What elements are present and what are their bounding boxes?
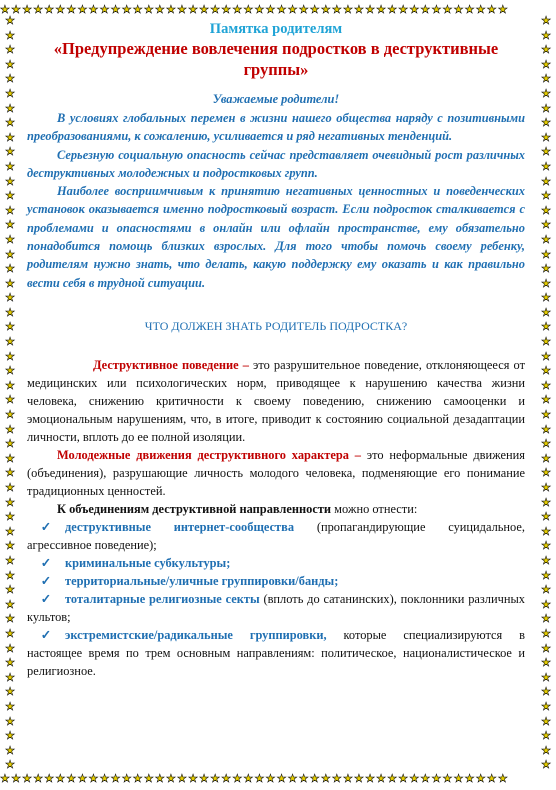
star-icon: ★	[497, 773, 509, 785]
star-icon: ★	[5, 467, 15, 480]
list-item-bold: экстремистские/радикальные группировки,	[65, 627, 327, 642]
checkmark-icon: ✓	[40, 519, 52, 534]
star-icon: ★	[541, 379, 551, 392]
star-icon: ★	[132, 4, 144, 16]
list-item	[27, 518, 525, 554]
term-youth-movements: Молодежные движения деструктивного характера –	[57, 447, 361, 462]
star-icon: ★	[22, 773, 34, 785]
star-icon: ★	[199, 4, 211, 16]
star-icon: ★	[66, 773, 78, 785]
star-icon: ★	[11, 773, 23, 785]
star-icon: ★	[541, 87, 551, 100]
star-icon: ★	[276, 773, 288, 785]
list-item-bold: криминальные субкультуры;	[65, 555, 231, 570]
intro-paragraph-2: Серьезную социальную опасность сейчас представляет очевидный рост различных деструктивных молодежных и подростковых групп.	[27, 147, 525, 180]
star-icon: ★	[5, 29, 15, 42]
star-icon: ★	[265, 773, 277, 785]
star-icon: ★	[541, 657, 551, 670]
star-icon: ★	[342, 773, 354, 785]
star-icon: ★	[376, 4, 388, 16]
star-icon: ★	[541, 700, 551, 713]
term-destructive-behavior: Деструктивное поведение –	[93, 357, 249, 372]
star-icon: ★	[5, 409, 15, 422]
star-icon: ★	[541, 671, 551, 684]
star-icon: ★	[541, 511, 551, 524]
definition-destructive-behavior	[27, 356, 525, 446]
star-icon: ★	[5, 627, 15, 640]
star-icon: ★	[121, 4, 133, 16]
star-icon: ★	[5, 613, 15, 626]
star-icon: ★	[464, 773, 476, 785]
list-item	[27, 590, 525, 626]
star-icon: ★	[541, 248, 551, 261]
star-icon: ★	[541, 336, 551, 349]
star-icon: ★	[33, 773, 45, 785]
star-icon: ★	[541, 350, 551, 363]
star-icon: ★	[541, 365, 551, 378]
star-icon: ★	[541, 15, 551, 27]
star-icon: ★	[541, 58, 551, 71]
star-icon: ★	[232, 4, 244, 16]
list-item-bold: территориальные/уличные группировки/банды;	[65, 573, 339, 588]
list-item-rest: (пропагандирующие суицидальное, агрессивное поведение);	[27, 519, 525, 552]
star-icon: ★	[541, 759, 551, 772]
star-icon: ★	[309, 773, 321, 785]
star-icon: ★	[5, 73, 15, 86]
star-icon: ★	[541, 744, 551, 757]
star-icon: ★	[99, 773, 111, 785]
star-icon: ★	[276, 4, 288, 16]
star-icon: ★	[121, 773, 133, 785]
star-icon: ★	[5, 642, 15, 655]
star-icon: ★	[287, 4, 299, 16]
star-icon: ★	[5, 686, 15, 699]
star-icon: ★	[5, 219, 15, 232]
star-icon: ★	[99, 4, 111, 16]
star-icon: ★	[143, 773, 155, 785]
star-icon: ★	[5, 87, 15, 100]
star-icon: ★	[475, 773, 487, 785]
star-icon: ★	[44, 773, 56, 785]
star-icon: ★	[541, 277, 551, 290]
star-icon: ★	[420, 773, 432, 785]
star-icon: ★	[44, 4, 56, 16]
star-icon: ★	[541, 715, 551, 728]
star-icon: ★	[5, 540, 15, 553]
star-icon: ★	[154, 773, 166, 785]
star-icon: ★	[5, 233, 15, 246]
star-icon: ★	[5, 248, 15, 261]
star-icon: ★	[541, 146, 551, 159]
star-icon: ★	[5, 730, 15, 743]
star-icon: ★	[541, 569, 551, 582]
star-icon: ★	[541, 233, 551, 246]
star-icon: ★	[210, 773, 222, 785]
star-icon: ★	[143, 4, 155, 16]
star-icon: ★	[55, 4, 67, 16]
star-icon: ★	[177, 4, 189, 16]
star-icon: ★	[541, 160, 551, 173]
section-heading: ЧТО ДОЛЖЕН ЗНАТЬ РОДИТЕЛЬ ПОДРОСТКА?	[144, 318, 408, 333]
star-icon: ★	[541, 613, 551, 626]
list-item-bold: деструктивные интернет-сообщества	[65, 519, 295, 534]
star-icon: ★	[442, 4, 454, 16]
page-subtitle: «Предупреждение вовлечения подростков в деструктивные группы»	[53, 39, 499, 79]
star-icon: ★	[199, 773, 211, 785]
star-icon: ★	[5, 277, 15, 290]
definition-text: это неформальные движения (объединения), разрушающие личность молодого человека, подменяющие его понимание традиционных ценностей.	[27, 447, 525, 498]
star-icon: ★	[541, 204, 551, 217]
star-icon: ★	[265, 4, 277, 16]
star-icon: ★	[354, 773, 366, 785]
star-icon: ★	[5, 15, 15, 27]
star-icon: ★	[541, 598, 551, 611]
star-icon: ★	[5, 569, 15, 582]
star-icon: ★	[320, 4, 332, 16]
star-icon: ★	[5, 336, 15, 349]
star-border-bottom	[0, 772, 556, 786]
star-icon: ★	[5, 204, 15, 217]
star-icon: ★	[398, 4, 410, 16]
star-icon: ★	[442, 773, 454, 785]
star-icon: ★	[254, 4, 266, 16]
star-icon: ★	[475, 4, 487, 16]
star-icon: ★	[5, 496, 15, 509]
star-icon: ★	[541, 219, 551, 232]
star-icon: ★	[5, 350, 15, 363]
star-icon: ★	[541, 627, 551, 640]
star-icon: ★	[188, 4, 200, 16]
star-icon: ★	[331, 773, 343, 785]
star-icon: ★	[5, 423, 15, 436]
star-icon: ★	[497, 4, 509, 16]
star-icon: ★	[66, 4, 78, 16]
star-icon: ★	[541, 642, 551, 655]
star-icon: ★	[221, 773, 233, 785]
star-icon: ★	[110, 773, 122, 785]
checkmark-icon: ✓	[40, 627, 52, 642]
star-icon: ★	[88, 4, 100, 16]
star-icon: ★	[541, 306, 551, 319]
star-icon: ★	[5, 759, 15, 772]
star-icon: ★	[5, 452, 15, 465]
star-icon: ★	[5, 438, 15, 451]
memo-content	[27, 21, 525, 680]
star-icon: ★	[0, 4, 12, 16]
star-icon: ★	[387, 4, 399, 16]
star-border-top	[0, 3, 556, 17]
star-icon: ★	[210, 4, 222, 16]
star-icon: ★	[5, 58, 15, 71]
star-icon: ★	[132, 773, 144, 785]
star-icon: ★	[541, 554, 551, 567]
list-item-rest: которые специализируются в настоящее время по трем основным направлениям: политическое, националистическое и религиозное.	[27, 627, 526, 678]
definition-youth-movements	[27, 446, 525, 500]
star-icon: ★	[320, 773, 332, 785]
star-icon: ★	[77, 773, 89, 785]
star-icon: ★	[541, 263, 551, 276]
star-icon: ★	[5, 160, 15, 173]
star-icon: ★	[5, 744, 15, 757]
star-icon: ★	[354, 4, 366, 16]
star-icon: ★	[409, 4, 421, 16]
list-item-rest: (вплоть до сатанинских), поклонники различных культов;	[27, 591, 525, 624]
star-icon: ★	[541, 321, 551, 334]
star-icon: ★	[5, 263, 15, 276]
star-icon: ★	[541, 686, 551, 699]
list-intro-rest: можно отнести:	[331, 501, 418, 516]
star-icon: ★	[0, 773, 12, 785]
star-icon: ★	[177, 773, 189, 785]
star-icon: ★	[453, 4, 465, 16]
star-icon: ★	[5, 598, 15, 611]
star-icon: ★	[331, 4, 343, 16]
star-icon: ★	[365, 4, 377, 16]
star-icon: ★	[420, 4, 432, 16]
star-icon: ★	[243, 773, 255, 785]
star-icon: ★	[243, 4, 255, 16]
star-icon: ★	[5, 102, 15, 115]
star-icon: ★	[298, 4, 310, 16]
star-icon: ★	[431, 4, 443, 16]
star-icon: ★	[365, 773, 377, 785]
star-icon: ★	[5, 584, 15, 597]
list-intro-bold: К объединениям деструктивной направленности	[57, 501, 332, 516]
star-icon: ★	[541, 584, 551, 597]
star-icon: ★	[5, 321, 15, 334]
star-icon: ★	[541, 467, 551, 480]
star-icon: ★	[165, 4, 177, 16]
star-icon: ★	[5, 657, 15, 670]
star-icon: ★	[541, 540, 551, 553]
star-icon: ★	[5, 190, 15, 203]
star-icon: ★	[5, 511, 15, 524]
star-icon: ★	[232, 773, 244, 785]
star-icon: ★	[5, 306, 15, 319]
list-item	[27, 626, 525, 680]
star-icon: ★	[5, 671, 15, 684]
star-icon: ★	[541, 29, 551, 42]
checkmark-icon: ✓	[40, 591, 52, 606]
star-icon: ★	[5, 44, 15, 57]
star-icon: ★	[221, 4, 233, 16]
star-icon: ★	[541, 44, 551, 57]
list-intro	[27, 500, 525, 518]
star-icon: ★	[541, 730, 551, 743]
star-icon: ★	[88, 773, 100, 785]
star-icon: ★	[486, 773, 498, 785]
star-icon: ★	[254, 773, 266, 785]
star-icon: ★	[77, 4, 89, 16]
star-icon: ★	[309, 4, 321, 16]
star-icon: ★	[541, 175, 551, 188]
star-icon: ★	[541, 482, 551, 494]
star-icon: ★	[5, 482, 15, 494]
star-icon: ★	[376, 773, 388, 785]
star-icon: ★	[33, 4, 45, 16]
star-icon: ★	[541, 117, 551, 130]
page-title: Памятка родителям	[209, 21, 343, 37]
star-icon: ★	[154, 4, 166, 16]
star-icon: ★	[5, 175, 15, 188]
star-icon: ★	[298, 773, 310, 785]
list-item	[27, 572, 525, 590]
star-icon: ★	[5, 554, 15, 567]
star-icon: ★	[541, 496, 551, 509]
star-icon: ★	[5, 379, 15, 392]
star-icon: ★	[5, 394, 15, 407]
star-icon: ★	[453, 773, 465, 785]
greeting: Уважаемые родители!	[212, 92, 340, 106]
star-icon: ★	[541, 525, 551, 538]
star-icon: ★	[464, 4, 476, 16]
definition-text: это разрушительное поведение, отклоняющееся от медицинских или психологических норм, приводящее к нарушению качества жизни человека, снижению критичности к своему поведению, снижению самооценки и эмоциональным нарушениям, что, в итоге, приводит к состоянию социальной дезадаптации личности, вплоть до ее полной изоляции.	[27, 357, 525, 444]
star-icon: ★	[541, 102, 551, 115]
star-icon: ★	[409, 773, 421, 785]
star-icon: ★	[55, 773, 67, 785]
star-icon: ★	[5, 365, 15, 378]
star-icon: ★	[5, 117, 15, 130]
star-icon: ★	[5, 525, 15, 538]
list-item-bold: тоталитарные религиозные секты	[65, 591, 260, 606]
star-icon: ★	[5, 146, 15, 159]
star-icon: ★	[5, 292, 15, 305]
star-icon: ★	[541, 438, 551, 451]
star-icon: ★	[541, 423, 551, 436]
intro-paragraph-3: Наиболее восприимчивым к принятию негативных ценностных и поведенческих установок оказывается именно подростковый возраст. Если подросток сталкивается с проблемами и опасностями в онлайн или офлайн пространстве, ему обязательно понадобится помощь близких взрослых. Для того чтобы помочь своему ребенку, родителям нужно знать, что делать, какую поддержку ему оказать и как правильно вести себя в трудной ситуации.	[27, 184, 525, 290]
star-border-left	[3, 14, 17, 774]
star-icon: ★	[541, 394, 551, 407]
star-icon: ★	[541, 292, 551, 305]
star-icon: ★	[486, 4, 498, 16]
star-icon: ★	[541, 409, 551, 422]
checkmark-icon: ✓	[40, 555, 52, 570]
star-icon: ★	[287, 773, 299, 785]
star-icon: ★	[5, 131, 15, 144]
star-icon: ★	[541, 452, 551, 465]
star-icon: ★	[188, 773, 200, 785]
star-icon: ★	[431, 773, 443, 785]
star-icon: ★	[22, 4, 34, 16]
star-icon: ★	[387, 773, 399, 785]
star-icon: ★	[541, 190, 551, 203]
star-icon: ★	[110, 4, 122, 16]
intro-paragraph-1: В условиях глобальных перемен в жизни нашего общества наряду с позитивными преобразованиями, к сожалению, усиливается и ряд негативных тенденций.	[27, 111, 525, 144]
star-icon: ★	[342, 4, 354, 16]
star-icon: ★	[541, 131, 551, 144]
star-icon: ★	[5, 700, 15, 713]
star-icon: ★	[11, 4, 23, 16]
list-item	[27, 554, 525, 572]
checkmark-icon: ✓	[40, 573, 52, 588]
star-icon: ★	[5, 715, 15, 728]
star-icon: ★	[165, 773, 177, 785]
star-border-right	[539, 14, 553, 774]
star-icon: ★	[541, 73, 551, 86]
star-icon: ★	[398, 773, 410, 785]
